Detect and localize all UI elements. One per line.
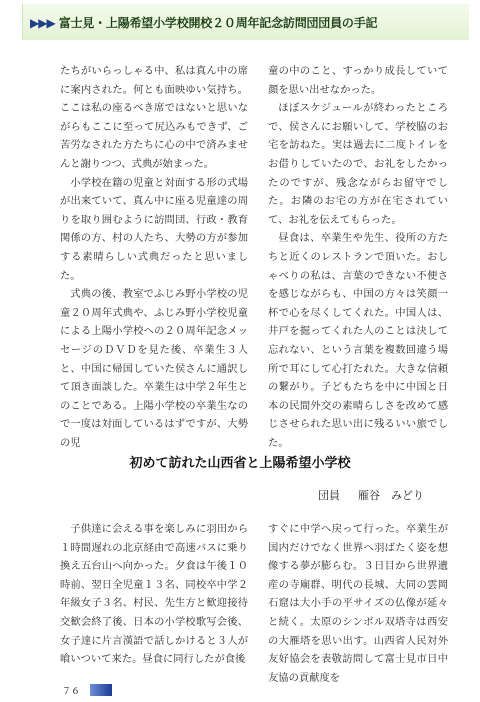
paragraph: 式典の後、教室でふじみ野小学校の児童２０周年式典や、ふじみ野小学校児童による上陽小学校への２０周年記念メッセージのＤＶＤを見た後、卒業生３人と、中国に帰国していた侯さんに通訳して頂き面談した。卒業生は中学２年生とのことである。上陽小学校の卒業生なので一度は対面しているはずですが、大勢の児 — [60, 288, 248, 449]
article-title: 初めて訪れた山西省と上陽希望小学校 — [129, 456, 351, 471]
triple-arrow-icon: ▶▶▶ — [30, 16, 55, 30]
footer-accent-bar — [90, 684, 112, 696]
header-title: 富士見・上陽希望小学校開校２０周年記念訪問団団員の手記 — [58, 16, 378, 30]
paragraph: ほぼスケジュールが終わったところで、侯さんにお願いして、学校脇のお宅を訪ねた。実は過去に二度トイレをお借りしていたので、お礼をしたかったのですが、残念ながらお留守でした。お隣のお宅の方が在宅されていて、お礼を伝えてもらった。 — [268, 102, 448, 226]
paragraph: 子供達に会える事を楽しみに羽田から１時間遅れの北京経由で高速バスに乗り換え五台山へ向かった。夕食は午後１０時前、翌日全児童１３名、同校卒中学２年級女子３名、村民、先生方と歓迎接待交歓会終了後、日本の小学校歌写会後、女子達に片言漢語で話しかけると３人が喰いついて来た。昼食に同行したが食後 — [60, 523, 248, 666]
page-header — [30, 14, 470, 31]
bottom-left-column — [60, 520, 248, 669]
author-role: 団員 — [318, 489, 340, 502]
author-name: 雁谷 みどり — [358, 489, 424, 502]
page-number: ７６ — [62, 687, 81, 697]
paragraph: すぐに中学へ戻って行った。卒業生が国内だけでなく世界へ羽ばたく姿を想像する夢が膨らむ。３日目から世界遺産の寺廟群、明代の長城、大同の雲岡石窟は大小手の平サイズの仏像が延々と続く。太原のシンボル双塔寺は西安の大雁塔を思い出す。山西省人民対外友好協会を表敬訪問して富士見市日中友協の貢献度を — [268, 523, 448, 684]
paragraph: 童の中のこと、すっかり成長していて顔を思い出せなかった。 — [268, 65, 448, 96]
top-right-column — [268, 62, 448, 452]
paragraph: 昼食は、卒業生や先生、役所の方たちと近くのレストランで頂いた。おしゃべりの私は、言葉のできない不便さを感じながらも、中国の方々は笑顔一杯で心を尽くしてくれた。中国人は、井戸を掘ってくれた人のことは決して忘れない、という言葉を複数回違う場所で耳にして心打たれた。大きな信頼の繋がり。子どもたちを中に中国と日本の民間外交の素晴らしさを改めて感じさせられた思い出に残るいい旅でした。 — [268, 232, 448, 449]
paragraph: 小学校在籍の児童と対面する形の式場が出来ていて、真ん中に座る児童達の周りを取り囲むように訪問団、行政・教育関係の方、村の人たち、大勢の方が参加する素晴らしい式典だったと思いました。 — [60, 176, 248, 282]
byline — [318, 487, 442, 503]
top-left-column — [60, 62, 248, 452]
bottom-right-column — [268, 520, 448, 687]
paragraph: たちがいらっしゃる中、私は真ん中の席に案内された。何とも面映ゆい気持ち。ここは私の座るべき席ではないと思いながらもここに至って尻込みもできず、ご苦労なされた方たちに心の中で済みませんと謝りつつ、式典が始まった。 — [60, 65, 248, 170]
